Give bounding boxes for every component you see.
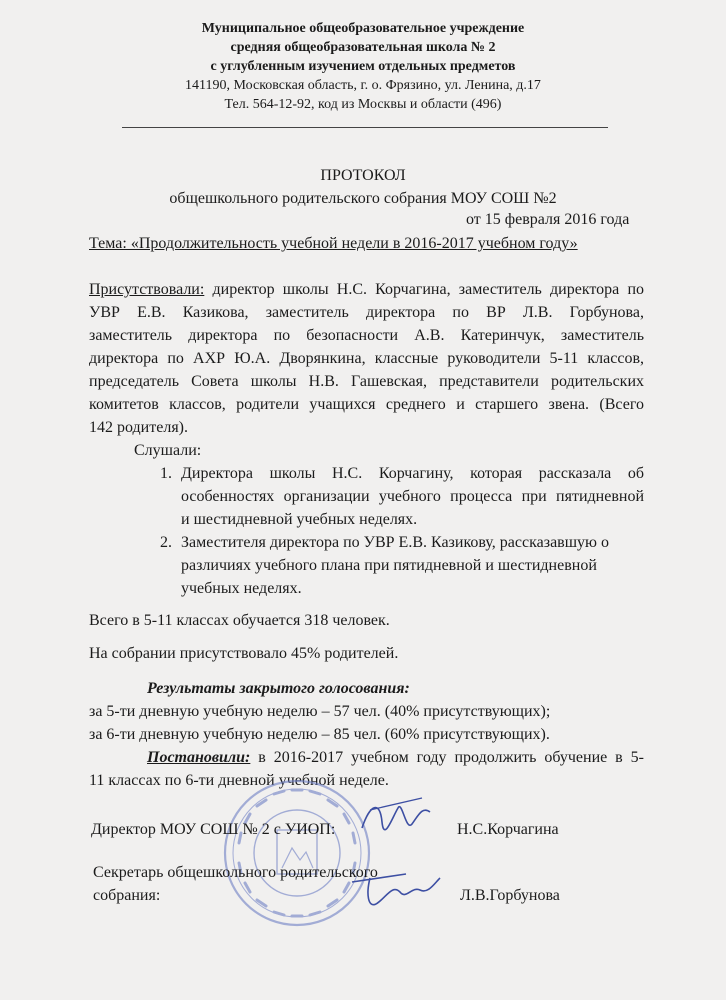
decision-label: Постановили: xyxy=(147,749,251,766)
vote-title: Результаты закрытого голосования: xyxy=(147,680,410,697)
vote-five-day: за 5-ти дневную учебную неделю – 57 чел. (40% присутствующих); xyxy=(89,703,551,720)
heard-item-1-num: 1. xyxy=(160,465,172,482)
protocol-subtitle: общешкольного родительского собрания МОУ СОШ №2 xyxy=(169,190,557,207)
heard-item-1-line-3: и шестидневной учебных неделях. xyxy=(181,511,418,528)
heard-item-2-line-3: учебных неделях. xyxy=(181,580,302,597)
director-role: Директор МОУ СОШ № 2 с УИОП: xyxy=(91,821,336,838)
director-name: Н.С.Корчагина xyxy=(457,821,559,838)
school-name-line3: с углубленным изучением отдельных предметов xyxy=(210,59,516,74)
protocol-topic: Тема: «Продолжительность учебной недели в 2016-2017 учебном году» xyxy=(89,235,578,252)
secretary-role-line2: собрания: xyxy=(93,887,161,904)
attendees-line-2: УВР Е.В. Казикова, заместитель директора по ВР Л.В. Горбунова, xyxy=(89,304,644,321)
director-signature xyxy=(352,788,442,850)
protocol-date: от 15 февраля 2016 года xyxy=(466,211,630,228)
secretary-name: Л.В.Горбунова xyxy=(460,887,560,904)
heard-item-2-line-2: различиях учебного плана при пятидневной и шестидневной xyxy=(181,557,597,574)
attendees-line-6: комитетов классов, родители учащихся среднего и старшего звена. (Всего xyxy=(89,396,644,413)
secretary-role-line1: Секретарь общешкольного родительского xyxy=(93,864,378,881)
secretary-signature xyxy=(346,864,446,916)
heard-item-1-line-1: Директора школы Н.С. Корчагину, которая рассказала об xyxy=(181,465,644,482)
school-name-line2: средняя общеобразовательная школа № 2 xyxy=(230,40,496,55)
attendees-label: Присутствовали: xyxy=(89,281,205,298)
decision-line-2: 11 классах по 6-ти дневной учебной неделе. xyxy=(89,772,389,789)
protocol-title: ПРОТОКОЛ xyxy=(320,167,406,184)
heard-label: Слушали: xyxy=(134,442,202,459)
heard-item-1-line-2: особенностях организации учебного процесса при пятидневной xyxy=(181,488,644,505)
decision-line-1: Постановили: в 2016-2017 учебном году продолжить обучение в 5- xyxy=(147,749,644,766)
school-name-line1: Муниципальное общеобразовательное учреждение xyxy=(201,21,525,36)
attendees-line-3: заместитель директора по безопасности А.В. Катеринчук, заместитель xyxy=(89,327,644,344)
vote-six-day: за 6-ти дневную учебную неделю – 85 чел. (60% присутствующих). xyxy=(89,726,550,743)
attendees-line-1: Присутствовали: директор школы Н.С. Корчагина, заместитель директора по xyxy=(89,281,644,298)
school-phone: Тел. 564-12-92, код из Москвы и области (496) xyxy=(224,97,502,112)
attendees-line-4: директора по АХР Ю.А. Дворянкина, классные руководители 5-11 классов, xyxy=(89,350,644,367)
stats-present: На собрании присутствовало 45% родителей. xyxy=(89,645,399,662)
header-divider xyxy=(122,127,608,128)
heard-item-2-line-1: Заместителя директора по УВР Е.В. Казикову, рассказавшую о xyxy=(181,534,609,551)
school-address: 141190, Московская область, г. о. Фрязино, ул. Ленина, д.17 xyxy=(185,78,541,93)
attendees-line-5: председатель Совета школы Н.В. Гашевская, представители родительских xyxy=(89,373,644,390)
heard-item-2-num: 2. xyxy=(160,534,172,551)
attendees-line-7: 142 родителя). xyxy=(89,419,189,436)
stats-total: Всего в 5-11 классах обучается 318 человек. xyxy=(89,612,390,629)
